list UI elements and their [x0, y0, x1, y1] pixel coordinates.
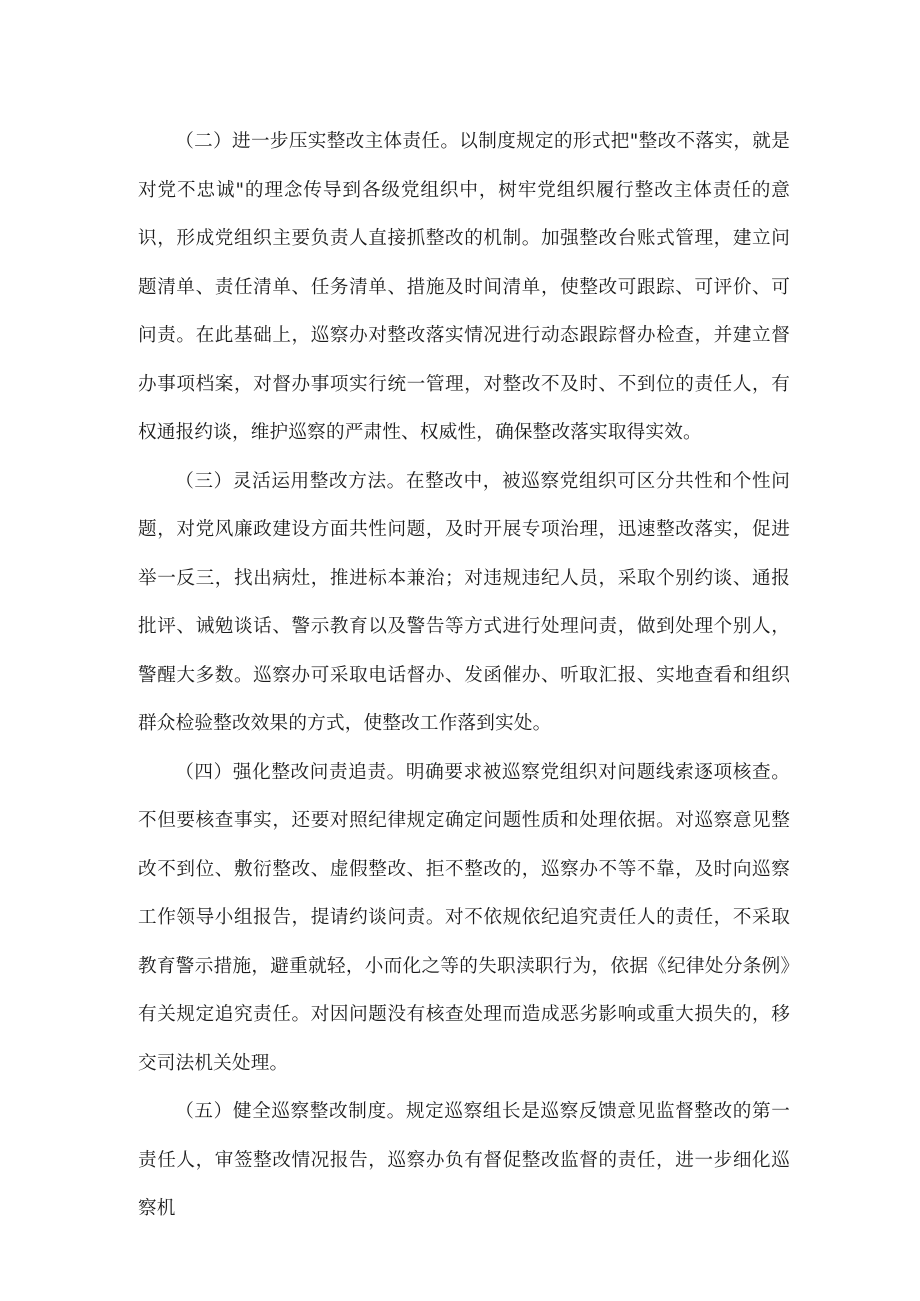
- paragraph-section-2: （二）进一步压实整改主体责任。以制度规定的形式把"整改不落实，就是对党不忠诚"的理念传导到各级党组织中，树牢党组织履行整改主体责任的意识，形成党组织主要负责人直接抓整改的机制。加强整改台账式管理，建立问题清单、责任清单、任务清单、措施及时间清单，使整改可跟踪、可评价、可问责。在此基础上，巡察办对整改落实情况进行动态跟踪督办检查，并建立督办事项档案，对督办事项实行统一管理，对整改不及时、不到位的责任人，有权通报约谈，维护巡察的严肃性、权威性，确保整改落实取得实效。: [138, 131, 790, 443]
- paragraph-section-5: （五）健全巡察整改制度。规定巡察组长是巡察反馈意见监督整改的第一责任人，审签整改情况报告，巡察办负有督促整改监督的责任，进一步细化巡察机: [138, 1101, 790, 1219]
- paragraph-section-4: （四）强化整改问责追责。明确要求被巡察党组织对问题线索逐项核查。不但要核查事实，还要对照纪律规定确定问题性质和处理依据。对巡察意见整改不到位、敷衍整改、虚假整改、拒不整改的，巡察办不等不靠，及时向巡察工作领导小组报告，提请约谈问责。对不依规依纪追究责任人的责任，不采取教育警示措施，避重就轻，小而化之等的失职渎职行为，依据《纪律处分条例》有关规定追究责任。对因问题没有核查处理而造成恶劣影响或重大损失的，移交司法机关处理。: [138, 761, 790, 1074]
- paragraph-section-3: （三）灵活运用整改方法。在整改中，被巡察党组织可区分共性和个性问题，对党风廉政建设方面共性问题，及时开展专项治理，迅速整改落实，促进举一反三，找出病灶，推进标本兼治；对违规违纪人员，采取个别约谈、通报批评、诫勉谈话、警示教育以及警告等方式进行处理问责，做到处理个别人，警醒大多数。巡察办可采取电话督办、发函催办、听取汇报、实地查看和组织群众检验整改效果的方式，使整改工作落到实处。: [138, 470, 790, 734]
- document-page: [138, 118, 790, 1234]
